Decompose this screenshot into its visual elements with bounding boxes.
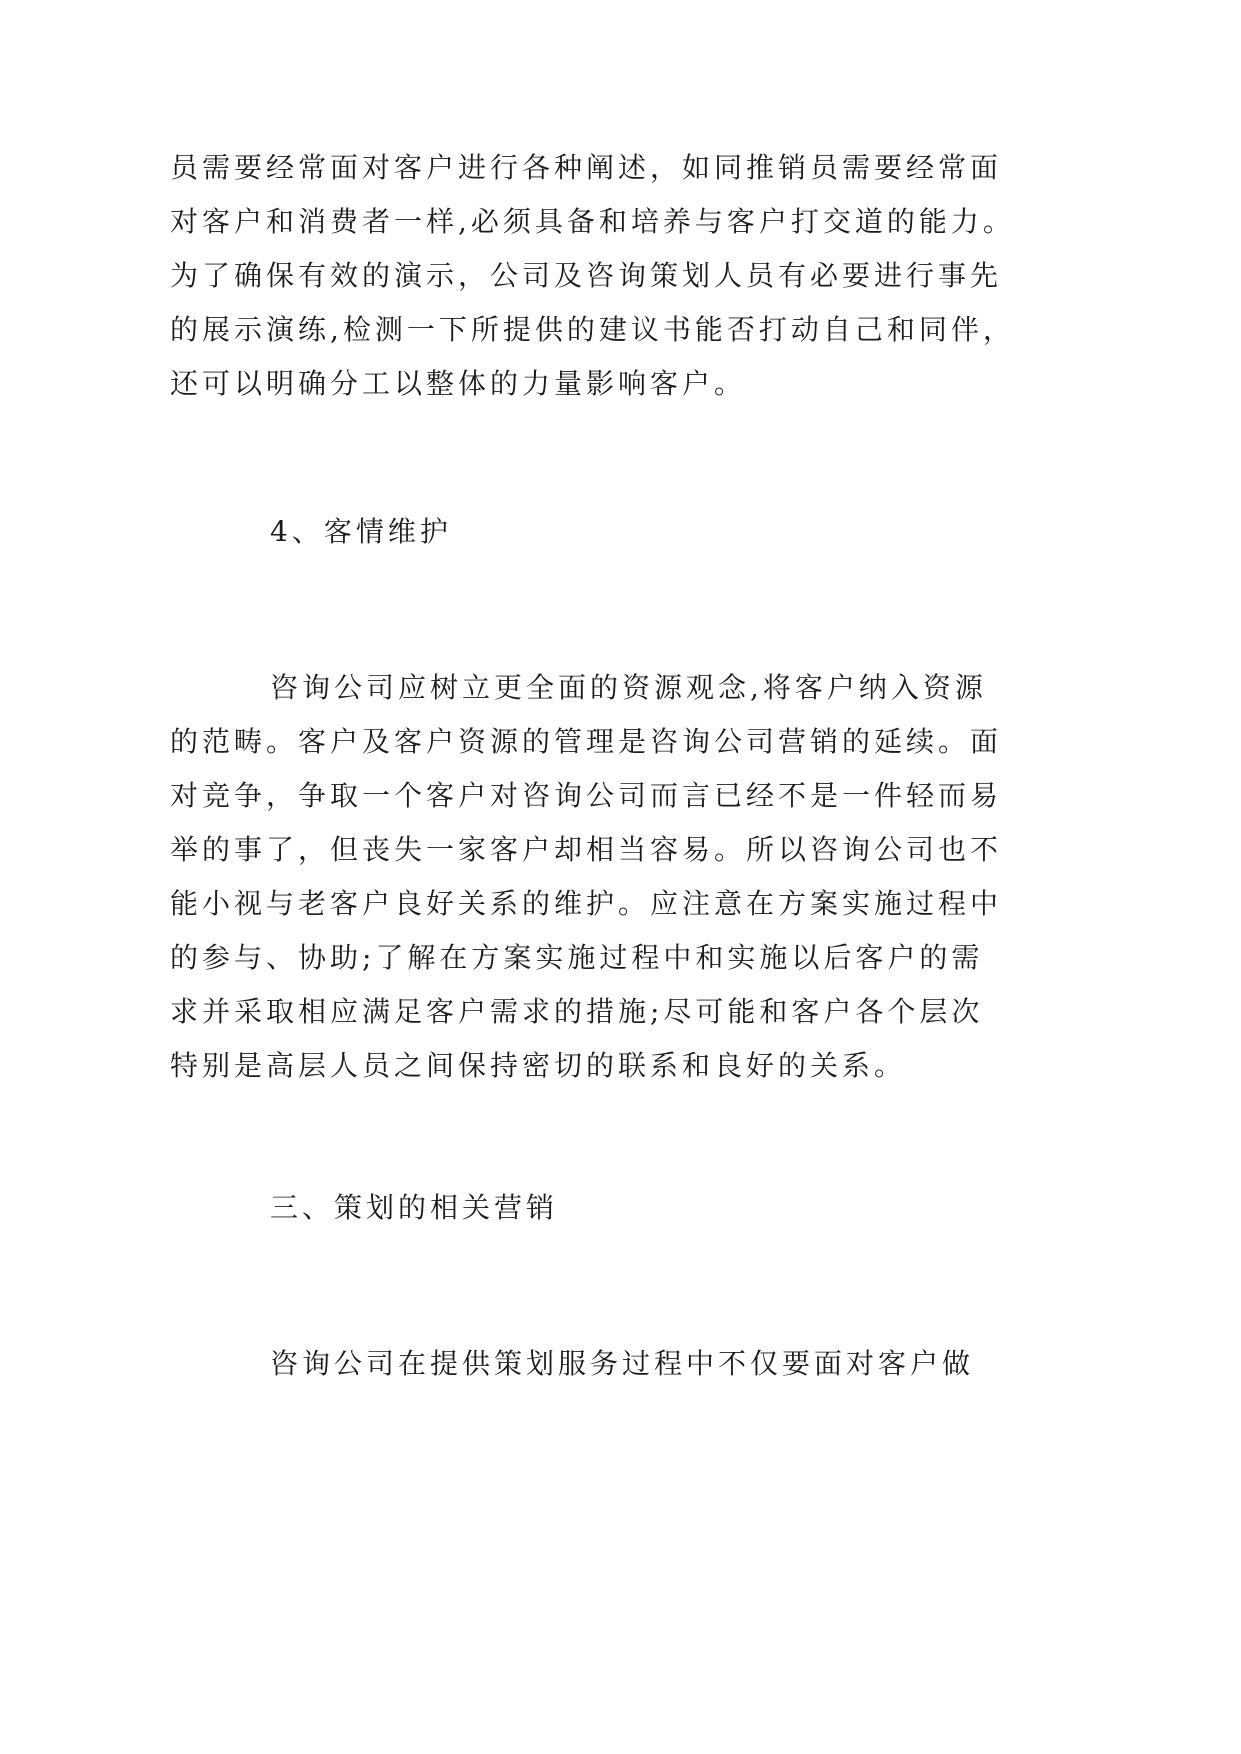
paragraph-line: 为了确保有效的演示，公司及咨询策划人员有必要进行事先 [170, 259, 1003, 292]
paragraph-line: 对客户和消费者一样,必须具备和培养与客户打交道的能力。 [170, 205, 1015, 238]
paragraph-line: 的参与、协助;了解在方案实施过程中和实施以后客户的需 [170, 941, 984, 974]
paragraph-line: 还可以明确分工以整体的力量影响客户。 [170, 367, 747, 400]
paragraph-line: 的展示演练,检测一下所提供的建议书能否打动自己和同伴， [170, 313, 1015, 346]
paragraph-line: 举的事了，但丧失一家客户却相当容易。所以咨询公司也不 [170, 833, 1003, 866]
paragraph-line: 咨询公司在提供策划服务过程中不仅要面对客户做 [270, 1347, 975, 1380]
paragraph-line: 求并采取相应满足客户需求的措施;尽可能和客户各个层次 [170, 995, 984, 1028]
paragraph-line: 员需要经常面对客户进行各种阐述，如同推销员需要经常面 [170, 151, 1003, 184]
paragraph-line: 特别是高层人员之间保持密切的联系和良好的关系。 [170, 1049, 907, 1082]
paragraph-line: 对竞争，争取一个客户对咨询公司而言已经不是一件轻而易 [170, 779, 1003, 812]
paragraph-line: 的范畴。客户及客户资源的管理是咨询公司营销的延续。面 [170, 725, 1003, 758]
section-heading: 三、策划的相关营销 [270, 1191, 559, 1224]
paragraph-line: 能小视与老客户良好关系的维护。应注意在方案实施过程中 [170, 887, 1003, 920]
section-heading: 4、客情维护 [270, 515, 452, 548]
paragraph-line: 咨询公司应树立更全面的资源观念,将客户纳入资源 [270, 671, 987, 704]
